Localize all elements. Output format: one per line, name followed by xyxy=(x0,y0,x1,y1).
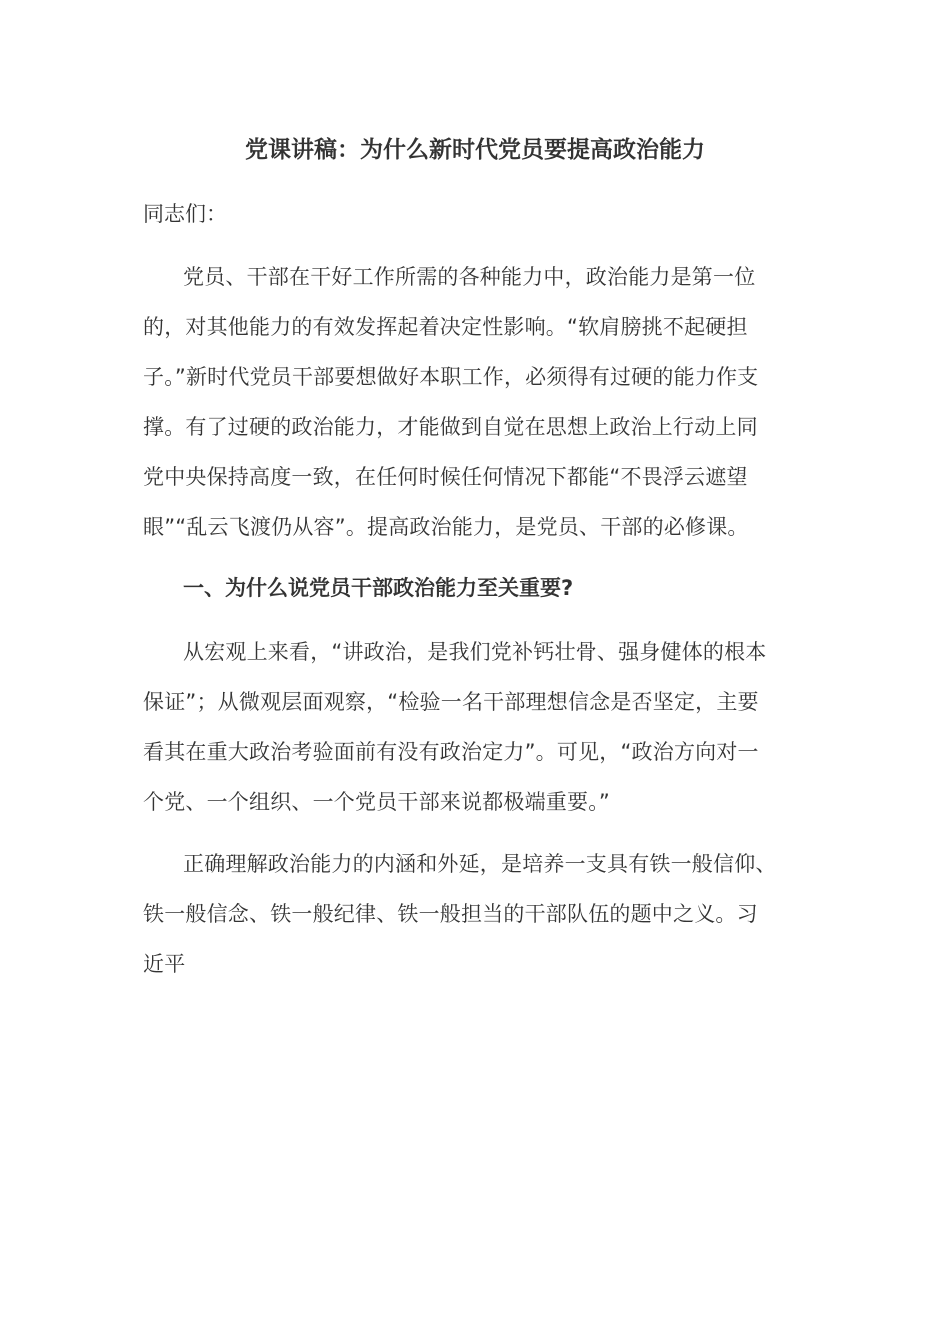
paragraph-line: 撑。有了过硬的政治能力，才能做到自觉在思想上政治上行动上同 xyxy=(143,415,758,439)
paragraph-line: 铁一般信念、铁一般纪律、铁一般担当的干部队伍的题中之义。习 xyxy=(143,902,758,926)
paragraph-line: 看其在重大政治考验面前有没有政治定力”。可见，“政治方向对一 xyxy=(143,740,759,764)
paragraph-line: 正确理解政治能力的内涵和外延，是培养一支具有铁一般信仰、 xyxy=(183,852,777,876)
document-title: 党课讲稿：为什么新时代党员要提高政治能力 xyxy=(245,137,705,163)
paragraph-line: 个党、一个组织、一个党员干部来说都极端重要。” xyxy=(143,790,610,814)
salutation: 同志们： xyxy=(143,202,227,226)
paragraph-line: 从宏观上来看，“讲政治，是我们党补钙壮骨、强身健体的根本 xyxy=(183,640,767,664)
section-heading: 一、为什么说党员干部政治能力至关重要? xyxy=(183,576,574,600)
paragraph-line: 党中央保持高度一致，在任何时候任何情况下都能“不畏浮云遮望 xyxy=(143,465,748,489)
paragraph-1 xyxy=(143,252,823,552)
paragraph-line: 党员、干部在干好工作所需的各种能力中，政治能力是第一位 xyxy=(183,265,756,289)
paragraph-line: 近平 xyxy=(143,952,186,976)
paragraph-line: 眼”“乱云飞渡仍从容”。提高政治能力，是党员、干部的必修课。 xyxy=(143,515,749,539)
paragraph-2 xyxy=(143,627,823,827)
paragraph-line: 子。”新时代党员干部要想做好本职工作，必须得有过硬的能力作支 xyxy=(143,365,759,389)
paragraph-line: 保证”；从微观层面观察，“检验一名干部理想信念是否坚定，主要 xyxy=(143,690,759,714)
paragraph-line: 的，对其他能力的有效发挥起着决定性影响。“软肩膀挑不起硬担 xyxy=(143,315,748,339)
paragraph-3 xyxy=(143,839,823,989)
